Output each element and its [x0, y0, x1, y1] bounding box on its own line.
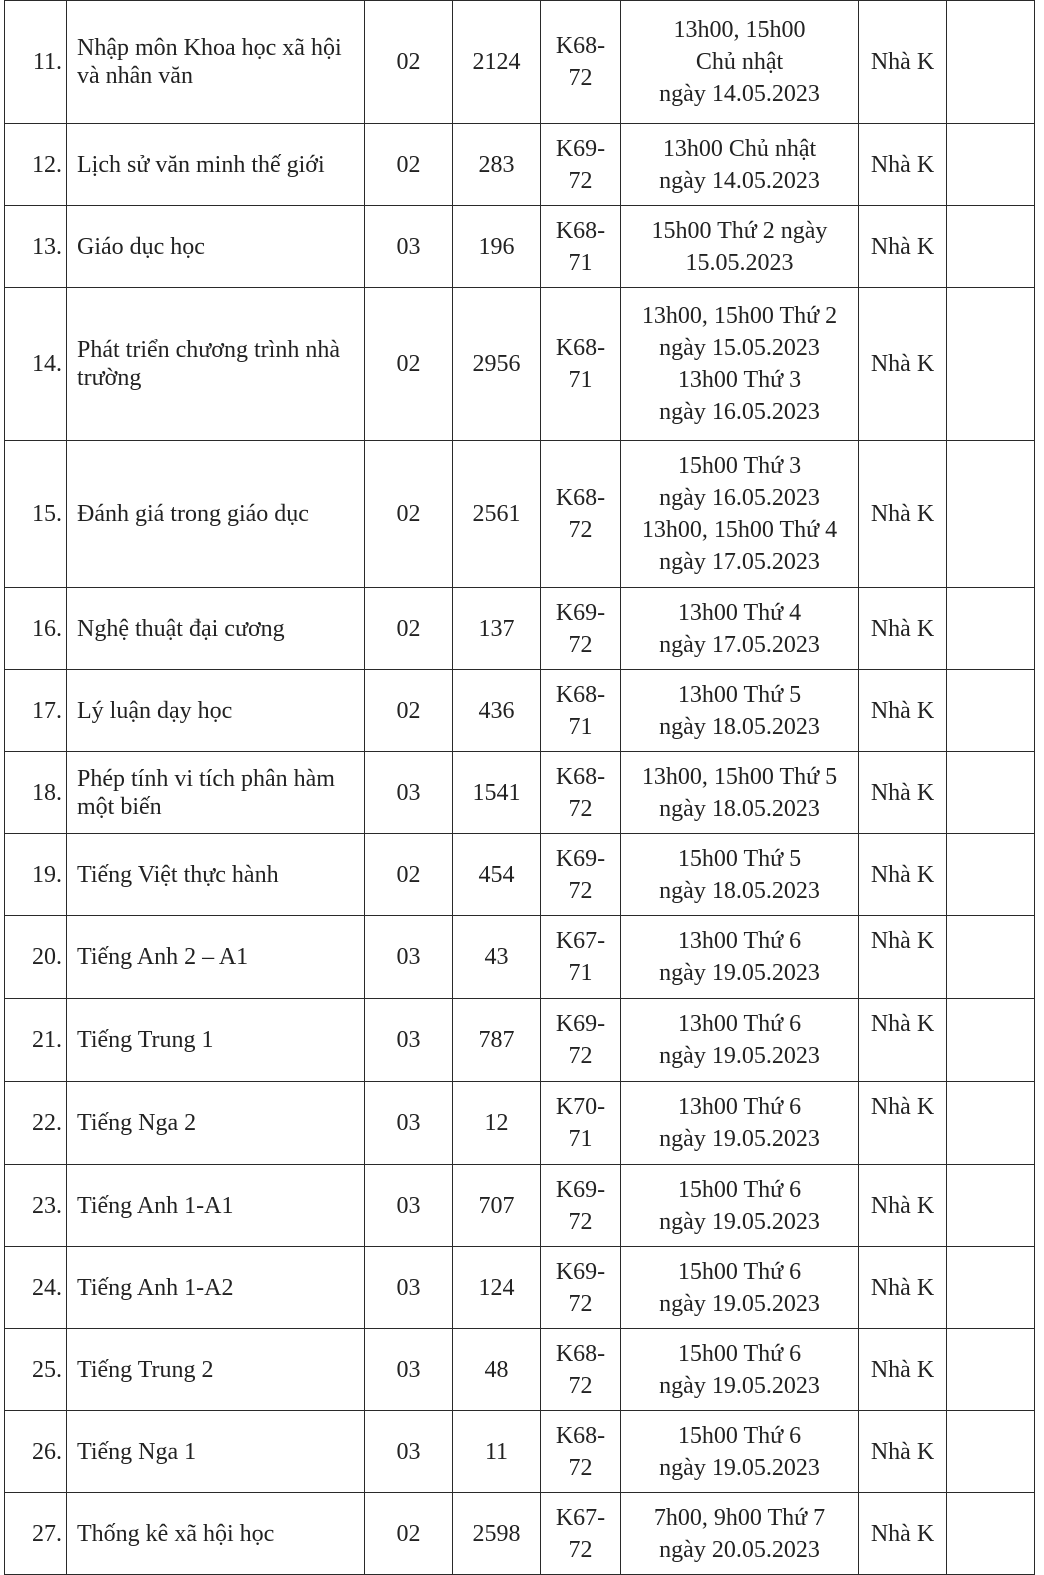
table-row [5, 206, 1035, 288]
course-name: Nhập môn Khoa học xã hội và nhân văn [67, 1, 365, 124]
exam-time-line: 13h00 Thứ 5 [677, 681, 802, 708]
course-name: Tiếng Anh 1-A1 [67, 1165, 365, 1247]
table-row [5, 124, 1035, 206]
exam-time-line: 15h00 Thứ 3 [677, 453, 802, 479]
exam-time-line: ngày 19.05.2023 [659, 1043, 820, 1069]
cohort: K69- 72 [541, 1247, 621, 1329]
course-name: Tiếng Nga 2 [67, 1082, 365, 1165]
table-row [5, 288, 1035, 441]
exam-time-line: 13h00 Thứ 6 [677, 1094, 802, 1120]
credits: 02 [365, 670, 453, 752]
row-number: 27. [5, 1493, 67, 1575]
student-count: 124 [453, 1247, 541, 1329]
course-name: Tiếng Nga 1 [67, 1411, 365, 1493]
row-number: 18. [5, 752, 67, 834]
table-row [5, 916, 1035, 999]
exam-location: Nhà K [859, 1411, 947, 1493]
notes-cell [947, 588, 1035, 670]
exam-time [621, 1, 859, 124]
exam-time [621, 1493, 859, 1575]
course-name: Tiếng Việt thực hành [67, 834, 365, 916]
cohort: K67- 72 [541, 1493, 621, 1575]
notes-cell [947, 1329, 1035, 1411]
exam-location: Nhà K [859, 1493, 947, 1575]
exam-time-line: ngày 19.05.2023 [659, 1454, 820, 1481]
exam-location: Nhà K [859, 1247, 947, 1329]
exam-location: Nhà K [859, 124, 947, 206]
cohort: K67- 71 [541, 916, 621, 999]
notes-cell [947, 1247, 1035, 1329]
student-count: 2956 [453, 288, 541, 441]
credits: 02 [365, 124, 453, 206]
exam-time-line: ngày 19.05.2023 [659, 960, 820, 986]
student-count: 2124 [453, 1, 541, 124]
exam-time [621, 441, 859, 588]
exam-time [621, 288, 859, 441]
exam-time [621, 1247, 859, 1329]
exam-location: Nhà K [859, 441, 947, 588]
exam-time-line: 13h00, 15h00 [673, 17, 806, 43]
notes-cell [947, 1411, 1035, 1493]
exam-time-line: ngày 17.05.2023 [659, 631, 820, 658]
student-count: 787 [453, 999, 541, 1082]
course-name: Tiếng Anh 1-A2 [67, 1247, 365, 1329]
exam-time-line: 15h00 Thứ 2 ngày [651, 217, 828, 244]
exam-time-line: 13h00 Thứ 3 [677, 367, 802, 393]
exam-time [621, 1082, 859, 1165]
credits: 03 [365, 1411, 453, 1493]
exam-location: Nhà K [859, 206, 947, 288]
exam-location: Nhà K [859, 1165, 947, 1247]
notes-cell [947, 1165, 1035, 1247]
course-name: Thống kê xã hội học [67, 1493, 365, 1575]
course-name: Tiếng Trung 1 [67, 999, 365, 1082]
table-row [5, 1082, 1035, 1165]
cohort: K68- 72 [541, 1329, 621, 1411]
exam-time-line: 13h00, 15h00 Thứ 5 [641, 763, 838, 790]
exam-location: Nhà K [859, 999, 947, 1082]
credits: 03 [365, 916, 453, 999]
exam-location: Nhà K [859, 1082, 947, 1165]
table-row [5, 1247, 1035, 1329]
notes-cell [947, 1082, 1035, 1165]
exam-time-line: 7h00, 9h00 Thứ 7 [653, 1504, 826, 1531]
cohort: K68- 72 [541, 1, 621, 124]
exam-time-line: 13h00, 15h00 Thứ 4 [641, 517, 838, 543]
table-row [5, 670, 1035, 752]
credits: 03 [365, 752, 453, 834]
exam-time [621, 670, 859, 752]
exam-time-line: 13h00 Thứ 6 [677, 1011, 802, 1037]
course-name: Lịch sử văn minh thế giới [67, 124, 365, 206]
exam-time-line: 13h00 Thứ 4 [677, 599, 802, 626]
exam-time-line: ngày 19.05.2023 [659, 1208, 820, 1235]
row-number: 19. [5, 834, 67, 916]
row-number: 13. [5, 206, 67, 288]
notes-cell [947, 999, 1035, 1082]
row-number: 26. [5, 1411, 67, 1493]
exam-location: Nhà K [859, 1329, 947, 1411]
cohort: K68- 71 [541, 206, 621, 288]
credits: 03 [365, 999, 453, 1082]
notes-cell [947, 1, 1035, 124]
student-count: 43 [453, 916, 541, 999]
table-row [5, 834, 1035, 916]
student-count: 12 [453, 1082, 541, 1165]
notes-cell [947, 288, 1035, 441]
cohort: K68- 71 [541, 670, 621, 752]
credits: 03 [365, 206, 453, 288]
credits: 02 [365, 441, 453, 588]
exam-time [621, 834, 859, 916]
table-row [5, 1411, 1035, 1493]
table-row [5, 1493, 1035, 1575]
exam-time [621, 999, 859, 1082]
exam-time [621, 124, 859, 206]
exam-time [621, 752, 859, 834]
cohort: K69- 72 [541, 124, 621, 206]
credits: 03 [365, 1247, 453, 1329]
student-count: 1541 [453, 752, 541, 834]
exam-time-line: ngày 15.05.2023 [659, 335, 820, 361]
exam-time-line: ngày 18.05.2023 [659, 713, 820, 740]
credits: 02 [365, 288, 453, 441]
exam-location: Nhà K [859, 1, 947, 124]
student-count: 283 [453, 124, 541, 206]
exam-schedule-table [4, 0, 1035, 1575]
exam-time [621, 1165, 859, 1247]
credits: 02 [365, 1493, 453, 1575]
exam-time-line: 13h00 Chủ nhật [662, 135, 817, 162]
student-count: 454 [453, 834, 541, 916]
exam-location: Nhà K [859, 752, 947, 834]
cohort: K69- 72 [541, 588, 621, 670]
row-number: 11. [5, 1, 67, 124]
exam-time [621, 206, 859, 288]
notes-cell [947, 916, 1035, 999]
credits: 03 [365, 1165, 453, 1247]
exam-time-line: ngày 19.05.2023 [659, 1372, 820, 1399]
exam-location: Nhà K [859, 834, 947, 916]
row-number: 20. [5, 916, 67, 999]
exam-time-line: 15h00 Thứ 6 [677, 1340, 802, 1367]
row-number: 24. [5, 1247, 67, 1329]
row-number: 23. [5, 1165, 67, 1247]
exam-time-line: 15.05.2023 [685, 249, 794, 276]
student-count: 196 [453, 206, 541, 288]
exam-time [621, 916, 859, 999]
exam-time-line: ngày 19.05.2023 [659, 1126, 820, 1152]
row-number: 14. [5, 288, 67, 441]
student-count: 707 [453, 1165, 541, 1247]
table-body [5, 1, 1035, 1575]
table-row [5, 999, 1035, 1082]
course-name: Tiếng Trung 2 [67, 1329, 365, 1411]
credits: 02 [365, 588, 453, 670]
student-count: 137 [453, 588, 541, 670]
student-count: 436 [453, 670, 541, 752]
exam-time-line: 15h00 Thứ 6 [677, 1422, 802, 1449]
row-number: 25. [5, 1329, 67, 1411]
exam-time-line: ngày 14.05.2023 [659, 81, 820, 107]
student-count: 48 [453, 1329, 541, 1411]
exam-time-line: 15h00 Thứ 6 [677, 1258, 802, 1285]
exam-time-line: 15h00 Thứ 6 [677, 1176, 802, 1203]
student-count: 11 [453, 1411, 541, 1493]
cohort: K69- 72 [541, 999, 621, 1082]
course-name: Nghệ thuật đại cương [67, 588, 365, 670]
credits: 02 [365, 834, 453, 916]
table-row [5, 1, 1035, 124]
table-row [5, 752, 1035, 834]
course-name: Phát triển chương trình nhà trường [67, 288, 365, 441]
notes-cell [947, 752, 1035, 834]
exam-location: Nhà K [859, 588, 947, 670]
exam-time-line: ngày 16.05.2023 [659, 399, 820, 425]
exam-time-line: 15h00 Thứ 5 [677, 845, 802, 872]
exam-time-line: ngày 19.05.2023 [659, 1290, 820, 1317]
exam-time-line: ngày 17.05.2023 [659, 549, 820, 575]
table-row [5, 1165, 1035, 1247]
row-number: 15. [5, 441, 67, 588]
cohort: K68- 72 [541, 1411, 621, 1493]
row-number: 16. [5, 588, 67, 670]
row-number: 17. [5, 670, 67, 752]
exam-time [621, 1329, 859, 1411]
cohort: K69- 72 [541, 1165, 621, 1247]
course-name: Phép tính vi tích phân hàm một biến [67, 752, 365, 834]
exam-location: Nhà K [859, 670, 947, 752]
table-row [5, 1329, 1035, 1411]
exam-time-line: 13h00 Thứ 6 [677, 928, 802, 954]
exam-schedule-page [4, 0, 1034, 1575]
exam-time-line: ngày 18.05.2023 [659, 877, 820, 904]
credits: 02 [365, 1, 453, 124]
credits: 03 [365, 1082, 453, 1165]
exam-time-line: Chủ nhật [695, 49, 784, 75]
notes-cell [947, 1493, 1035, 1575]
course-name: Lý luận dạy học [67, 670, 365, 752]
cohort: K68- 72 [541, 441, 621, 588]
row-number: 22. [5, 1082, 67, 1165]
exam-time-line: ngày 18.05.2023 [659, 795, 820, 822]
course-name: Đánh giá trong giáo dục [67, 441, 365, 588]
cohort: K68- 72 [541, 752, 621, 834]
cohort: K68- 71 [541, 288, 621, 441]
cohort: K70- 71 [541, 1082, 621, 1165]
student-count: 2598 [453, 1493, 541, 1575]
notes-cell [947, 834, 1035, 916]
table-row [5, 441, 1035, 588]
row-number: 12. [5, 124, 67, 206]
exam-location: Nhà K [859, 288, 947, 441]
exam-time-line: 13h00, 15h00 Thứ 2 [641, 303, 838, 329]
notes-cell [947, 670, 1035, 752]
student-count: 2561 [453, 441, 541, 588]
table-row [5, 588, 1035, 670]
credits: 03 [365, 1329, 453, 1411]
course-name: Tiếng Anh 2 – A1 [67, 916, 365, 999]
exam-time [621, 1411, 859, 1493]
exam-location: Nhà K [859, 916, 947, 999]
exam-time-line: ngày 20.05.2023 [659, 1536, 820, 1563]
course-name: Giáo dục học [67, 206, 365, 288]
notes-cell [947, 124, 1035, 206]
cohort: K69- 72 [541, 834, 621, 916]
exam-time [621, 588, 859, 670]
row-number: 21. [5, 999, 67, 1082]
exam-time-line: ngày 14.05.2023 [659, 167, 820, 194]
notes-cell [947, 441, 1035, 588]
exam-time-line: ngày 16.05.2023 [659, 485, 820, 511]
notes-cell [947, 206, 1035, 288]
